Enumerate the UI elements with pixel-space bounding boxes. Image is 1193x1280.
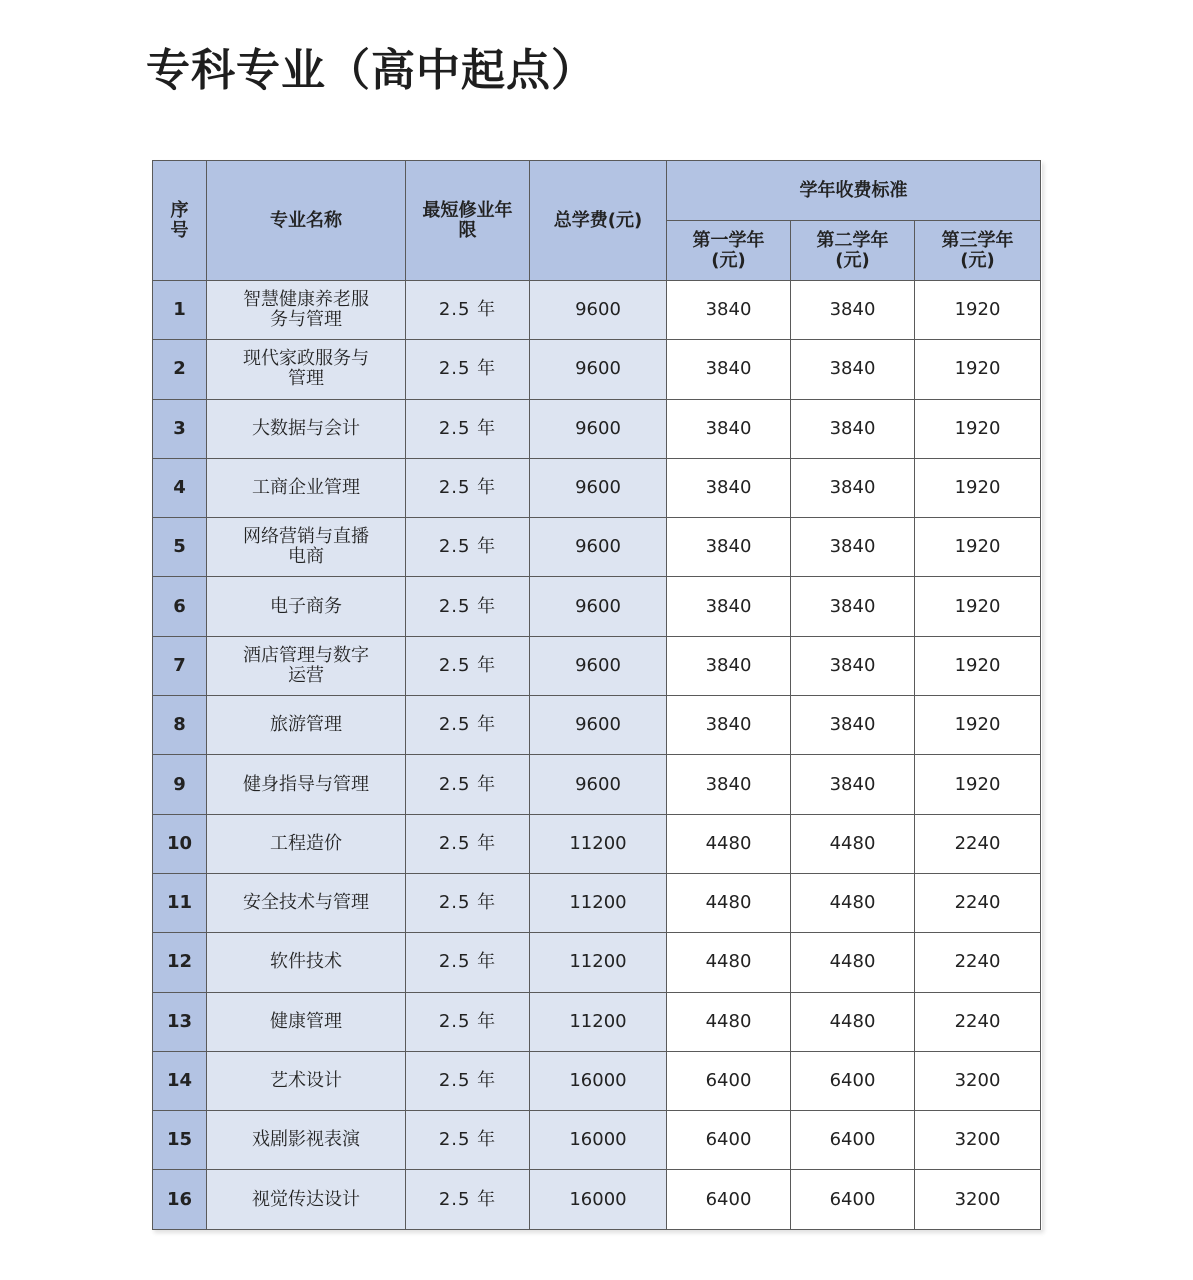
row-index [153,1111,207,1170]
row-year1-fee [667,636,791,695]
row-major-name [207,458,406,517]
row-year3-fee [915,281,1041,340]
row-year1-fee [667,992,791,1051]
header-years [406,161,530,281]
row-index-text: 14 [166,1070,193,1091]
row-min-years-text: 2.5 年 [438,1188,497,1210]
row-min-years-text: 2.5 年 [438,299,497,321]
row-year3-fee-text: 1920 [954,714,1001,736]
header-name-label: 专业名称 [270,209,342,231]
table-row [153,696,1041,755]
row-major-name-text: 戏剧影视表演 [252,1129,360,1151]
row-year3-fee-text: 2240 [954,1010,1001,1032]
row-year1-fee-text: 3840 [705,654,752,676]
row-min-years [406,814,530,873]
row-year3-fee-text: 1920 [954,595,1001,617]
row-major-name [207,340,406,399]
row-major-name-text: 安全技术与管理 [243,892,369,914]
header-total [530,161,667,281]
row-major-name [207,577,406,636]
row-year2-fee [791,636,915,695]
header-years-label: 最短修业年限 [422,199,513,241]
row-total-fee [530,992,667,1051]
row-year1-fee-text: 3840 [705,358,752,380]
row-year2-fee [791,281,915,340]
fee-table-container [152,160,1042,1230]
row-index [153,1170,207,1229]
row-min-years [406,340,530,399]
row-year3-fee [915,992,1041,1051]
row-index [153,636,207,695]
row-min-years [406,1111,530,1170]
row-year3-fee-text: 2240 [954,951,1001,973]
row-total-fee-text: 9600 [575,358,621,380]
row-year2-fee-text: 3840 [829,595,876,617]
row-index-text: 7 [173,654,186,676]
row-total-fee-text: 11200 [569,832,627,854]
row-min-years [406,281,530,340]
row-major-name-text: 工商企业管理 [252,477,360,499]
row-year2-fee [791,873,915,932]
table-row [153,873,1041,932]
row-year2-fee [791,696,915,755]
row-index-text: 3 [173,417,186,439]
row-year3-fee-text: 3200 [954,1188,1001,1210]
row-year2-fee-text: 6400 [829,1070,876,1091]
row-index [153,340,207,399]
row-total-fee [530,518,667,577]
row-year2-fee [791,1170,915,1229]
row-total-fee [530,281,667,340]
row-year3-fee [915,814,1041,873]
row-index [153,518,207,577]
row-year3-fee-text: 1920 [954,654,1001,676]
row-major-name [207,281,406,340]
row-year3-fee [915,696,1041,755]
row-year3-fee [915,340,1041,399]
row-min-years [406,873,530,932]
row-year2-fee-text: 4480 [829,951,876,973]
row-year2-fee-text: 6400 [829,1129,876,1151]
row-year3-fee [915,873,1041,932]
row-year2-fee [791,577,915,636]
row-major-name-text: 艺术设计 [270,1070,342,1091]
row-year2-fee-text: 4480 [829,892,876,914]
table-row [153,577,1041,636]
row-year2-fee [791,992,915,1051]
row-min-years-text: 2.5 年 [438,654,497,676]
header-index-label: 序号 [170,199,189,241]
row-index-text: 11 [166,892,193,914]
row-major-name [207,933,406,992]
row-index-text: 16 [166,1188,193,1210]
row-year2-fee [791,458,915,517]
row-major-name-text: 网络营销与直播电商 [243,526,369,568]
row-year3-fee-text: 1920 [954,477,1001,499]
row-total-fee-text: 9600 [575,714,621,736]
row-year3-fee-text: 1920 [954,536,1001,558]
row-year1-fee-text: 4480 [705,832,752,854]
row-year3-fee-text: 3200 [954,1070,1001,1091]
row-total-fee-text: 11200 [569,951,627,973]
row-index-text: 6 [173,595,186,617]
table-row [153,1111,1041,1170]
table-row [153,518,1041,577]
row-min-years [406,399,530,458]
row-index-text: 4 [173,477,186,499]
row-year2-fee-text: 4480 [829,1010,876,1032]
row-min-years-text: 2.5 年 [438,417,497,439]
row-index [153,933,207,992]
row-total-fee-text: 9600 [575,477,621,499]
row-year2-fee-text: 6400 [829,1188,876,1210]
row-year1-fee-text: 3840 [705,417,752,439]
row-min-years-text: 2.5 年 [438,477,497,499]
row-year3-fee-text: 2240 [954,892,1001,914]
row-min-years [406,933,530,992]
row-year1-fee [667,814,791,873]
header-annual-group-label: 学年收费标准 [799,179,908,201]
row-major-name [207,1170,406,1229]
row-total-fee [530,933,667,992]
row-min-years [406,1170,530,1229]
row-total-fee [530,696,667,755]
row-total-fee-text: 9600 [575,595,621,617]
row-year1-fee [667,1111,791,1170]
row-total-fee-text: 9600 [575,773,621,795]
row-major-name [207,814,406,873]
row-year1-fee-text: 3840 [705,773,752,795]
table-row [153,399,1041,458]
row-year2-fee [791,933,915,992]
row-year1-fee [667,458,791,517]
row-year1-fee-text: 6400 [705,1188,752,1210]
row-major-name [207,1051,406,1110]
table-row [153,992,1041,1051]
header-annual-group [667,161,1041,221]
row-year1-fee-text: 4480 [705,951,752,973]
row-major-name [207,636,406,695]
row-year1-fee-text: 3840 [705,595,752,617]
row-min-years-text: 2.5 年 [438,358,497,380]
row-year2-fee [791,399,915,458]
row-min-years-text: 2.5 年 [438,714,497,736]
row-min-years [406,518,530,577]
row-year2-fee-text: 3840 [829,536,876,558]
row-total-fee [530,340,667,399]
header-year2-label: 第二学年(元) [816,229,889,271]
row-index [153,696,207,755]
row-min-years [406,755,530,814]
row-year3-fee-text: 2240 [954,832,1001,854]
row-index-text: 5 [173,536,186,558]
row-total-fee-text: 16000 [569,1129,627,1151]
row-year1-fee [667,1051,791,1110]
header-total-label: 总学费(元) [553,209,643,231]
row-min-years [406,696,530,755]
row-major-name-text: 健身指导与管理 [243,773,369,795]
row-year3-fee-text: 3200 [954,1129,1001,1151]
table-row [153,1170,1041,1229]
header-name [207,161,406,281]
row-year3-fee [915,755,1041,814]
row-min-years [406,992,530,1051]
row-total-fee-text: 11200 [569,892,627,914]
row-year3-fee [915,518,1041,577]
row-major-name [207,399,406,458]
row-major-name-text: 酒店管理与数字运营 [243,644,369,686]
row-year3-fee-text: 1920 [954,417,1001,439]
row-index [153,814,207,873]
row-total-fee-text: 11200 [569,1010,627,1032]
row-index-text: 10 [166,832,193,854]
row-year3-fee [915,933,1041,992]
row-index [153,992,207,1051]
page-title: 专科专业（高中起点） [146,45,596,96]
row-index [153,458,207,517]
row-total-fee [530,1051,667,1110]
header-year2 [791,221,915,281]
row-index [153,281,207,340]
row-total-fee [530,755,667,814]
row-major-name-text: 视觉传达设计 [252,1188,360,1210]
row-year1-fee-text: 4480 [705,1010,752,1032]
row-year3-fee [915,1111,1041,1170]
row-year2-fee-text: 3840 [829,477,876,499]
row-year1-fee-text: 3840 [705,477,752,499]
row-major-name-text: 现代家政服务与管理 [243,348,369,390]
row-total-fee [530,1170,667,1229]
row-total-fee [530,873,667,932]
row-year1-fee [667,340,791,399]
row-total-fee-text: 9600 [575,299,621,321]
row-index [153,1051,207,1110]
row-year2-fee-text: 3840 [829,714,876,736]
row-min-years-text: 2.5 年 [438,1129,497,1151]
row-year1-fee [667,933,791,992]
row-year2-fee [791,1051,915,1110]
row-min-years [406,636,530,695]
row-min-years-text: 2.5 年 [438,892,497,914]
row-min-years-text: 2.5 年 [438,595,497,617]
row-min-years-text: 2.5 年 [438,536,497,558]
row-year3-fee [915,1051,1041,1110]
row-year3-fee-text: 1920 [954,773,1001,795]
row-index-text: 15 [166,1129,193,1151]
fee-table [152,160,1041,1230]
row-year1-fee-text: 3840 [705,714,752,736]
row-major-name-text: 旅游管理 [270,714,342,736]
row-year2-fee [791,340,915,399]
row-major-name-text: 大数据与会计 [252,417,360,439]
row-year1-fee-text: 3840 [705,299,752,321]
row-year2-fee-text: 3840 [829,299,876,321]
header-year1 [667,221,791,281]
row-min-years-text: 2.5 年 [438,832,497,854]
row-total-fee-text: 9600 [575,417,621,439]
header-year1-label: 第一学年(元) [692,229,765,271]
row-min-years-text: 2.5 年 [438,1070,497,1091]
row-year3-fee-text: 1920 [954,299,1001,321]
header-year3 [915,221,1041,281]
header-year3-label: 第三学年(元) [941,229,1014,271]
row-index-text: 9 [173,773,186,795]
row-total-fee [530,577,667,636]
row-total-fee [530,458,667,517]
row-year3-fee [915,399,1041,458]
row-min-years [406,577,530,636]
row-year3-fee [915,1170,1041,1229]
row-year1-fee [667,696,791,755]
row-min-years [406,1051,530,1110]
row-min-years-text: 2.5 年 [438,1010,497,1032]
row-year2-fee-text: 3840 [829,773,876,795]
table-row [153,458,1041,517]
row-index-text: 8 [173,714,186,736]
row-index-text: 12 [166,951,193,973]
row-index-text: 1 [173,299,186,321]
row-min-years-text: 2.5 年 [438,951,497,973]
row-year3-fee [915,458,1041,517]
table-row [153,814,1041,873]
row-total-fee-text: 9600 [575,536,621,558]
row-year1-fee [667,281,791,340]
row-total-fee [530,636,667,695]
row-major-name-text: 工程造价 [270,832,342,854]
row-major-name [207,992,406,1051]
row-major-name [207,696,406,755]
row-major-name-text: 电子商务 [270,595,342,617]
row-total-fee-text: 16000 [569,1070,627,1091]
row-year1-fee [667,518,791,577]
table-row [153,933,1041,992]
row-index [153,873,207,932]
row-index [153,755,207,814]
header-index [153,161,207,281]
row-year3-fee [915,636,1041,695]
row-year3-fee-text: 1920 [954,358,1001,380]
row-major-name [207,1111,406,1170]
table-body [153,281,1041,1230]
table-row [153,755,1041,814]
row-total-fee [530,814,667,873]
row-year1-fee-text: 6400 [705,1129,752,1151]
row-year2-fee [791,1111,915,1170]
row-year2-fee [791,814,915,873]
row-year2-fee-text: 3840 [829,417,876,439]
row-year2-fee-text: 4480 [829,832,876,854]
row-major-name-text: 智慧健康养老服务与管理 [243,289,369,331]
row-major-name-text: 健康管理 [270,1010,342,1032]
row-year2-fee-text: 3840 [829,358,876,380]
row-total-fee [530,1111,667,1170]
row-year1-fee-text: 4480 [705,892,752,914]
row-year1-fee-text: 3840 [705,536,752,558]
table-header [153,161,1041,281]
table-row [153,1051,1041,1110]
row-year1-fee [667,399,791,458]
row-index-text: 2 [173,358,186,380]
row-min-years-text: 2.5 年 [438,773,497,795]
row-year3-fee [915,577,1041,636]
row-index [153,577,207,636]
table-row [153,636,1041,695]
row-year2-fee-text: 3840 [829,654,876,676]
row-total-fee-text: 16000 [569,1188,627,1210]
row-year1-fee [667,755,791,814]
row-year1-fee [667,1170,791,1229]
row-major-name [207,873,406,932]
row-year1-fee-text: 6400 [705,1070,752,1091]
row-year1-fee [667,577,791,636]
table-row [153,281,1041,340]
row-year2-fee [791,755,915,814]
row-major-name [207,755,406,814]
row-total-fee [530,399,667,458]
row-min-years [406,458,530,517]
row-year2-fee [791,518,915,577]
row-major-name [207,518,406,577]
row-index-text: 13 [166,1010,193,1032]
row-total-fee-text: 9600 [575,654,621,676]
table-row [153,340,1041,399]
row-index [153,399,207,458]
row-year1-fee [667,873,791,932]
row-major-name-text: 软件技术 [270,951,342,973]
